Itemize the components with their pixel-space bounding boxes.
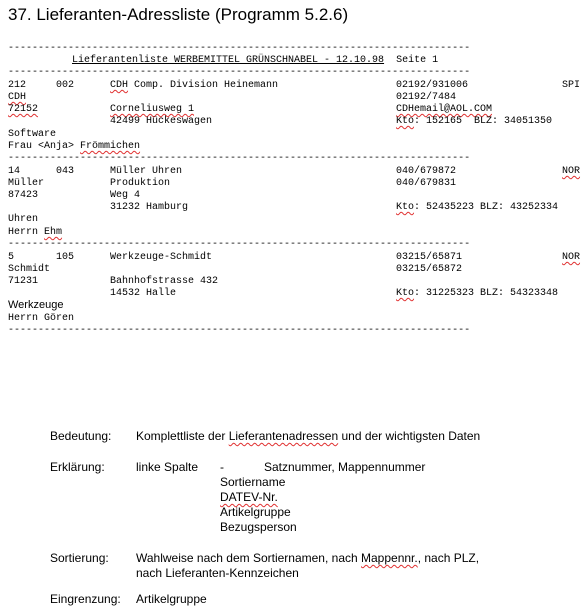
erklaerung-column: linke Spalte <box>136 460 199 474</box>
record-satznr: 14 <box>8 166 21 177</box>
record-blz: BLZ: 43252334 <box>480 202 559 213</box>
rule: ----------------------------------------------------------------------------- <box>8 153 471 164</box>
record-name2: Bahnhofstrasse 432 <box>110 276 219 287</box>
record-tel1: 02192/931006 <box>396 80 469 91</box>
record-name1: CDH Comp. Division Heinemann <box>110 80 279 91</box>
record-name2: Weg 4 <box>110 190 141 201</box>
record-satznr: 5 <box>8 252 15 263</box>
record-kto-label: Kto <box>396 116 415 127</box>
sortierung-text: Wahlweise nach dem Sortiernamen, nach Mappennr., nach PLZ, <box>136 551 480 565</box>
record-kto-label: Kto <box>396 202 415 213</box>
record-kto: : 31225323 <box>414 288 475 299</box>
record-name1: Werkzeuge-Schmidt <box>110 252 213 263</box>
record-person: Herrn Gören <box>8 313 75 324</box>
record-datev: 87423 <box>8 190 39 201</box>
sortierung-label: Sortierung: <box>50 551 109 565</box>
record-name3: 31232 Hamburg <box>110 202 189 213</box>
record-mappe: 043 <box>56 166 75 177</box>
record-name1: Müller Uhren <box>110 166 183 177</box>
record-person-name: Gören <box>44 313 75 324</box>
record-person-name: Ehm <box>44 227 63 238</box>
record-blz: BLZ: 34051350 <box>474 116 553 127</box>
page-title: 37. Lieferanten-Adressliste (Programm 5.2.6) <box>8 5 349 24</box>
record-kto-label: Kto <box>396 288 415 299</box>
sortierung-text-line2: nach Lieferanten-Kennzeichen <box>136 566 299 580</box>
record-sortname: Müller <box>8 178 45 189</box>
bedeutung-word: Lieferantenadressen <box>228 429 339 443</box>
record-tel2: 040/679831 <box>396 178 457 189</box>
rule: ----------------------------------------------------------------------------- <box>8 43 471 54</box>
rule: ----------------------------------------------------------------------------- <box>8 67 471 78</box>
record-tel1: 040/679872 <box>396 166 457 177</box>
record-blz: BLZ: 54323348 <box>480 288 559 299</box>
record-sortname: Schmidt <box>8 264 51 275</box>
record-mappe: 002 <box>56 80 75 91</box>
report-header <box>72 55 438 67</box>
record-kto: : 52435223 <box>414 202 475 213</box>
record-satznr: 212 <box>8 80 27 91</box>
record-person: Frau <Anja> Frömmichen <box>8 141 141 152</box>
rule: ----------------------------------------------------------------------------- <box>8 325 471 336</box>
erklaerung-item: Satznummer, Mappennummer <box>264 460 426 474</box>
record-sortname: CDH <box>8 92 27 103</box>
record-name3: 42499 Hückeswagen <box>110 116 213 127</box>
erklaerung-item: Sortiername <box>220 475 286 489</box>
record-code: NOR <box>562 166 581 177</box>
record-code: NOR <box>562 252 581 263</box>
record-tel3: CDHemail@AOL.COM <box>396 104 493 115</box>
erklaerung-item: Bezugsperson <box>220 520 297 534</box>
record-tel1: 03215/65871 <box>396 252 463 263</box>
report-header-text: Lieferantenliste WERBEMITTEL GRÜNSCHNABEL - 12.10.98 <box>72 55 385 66</box>
record-artikel: Werkzeuge <box>8 299 64 311</box>
erklaerung-label: Erklärung: <box>50 460 105 474</box>
bedeutung-label: Bedeutung: <box>50 429 112 443</box>
bedeutung-text: Komplettliste der Lieferantenadressen und der wichtigsten Daten <box>136 429 481 443</box>
sortierung-word: Mappennr. <box>361 551 418 565</box>
eingrenzung-value: Artikelgruppe <box>136 592 207 606</box>
record-artikel: Uhren <box>8 214 39 225</box>
erklaerung-item: Artikelgruppe <box>220 505 291 519</box>
record-bank <box>396 288 558 300</box>
record-datev: 72152 <box>8 104 39 115</box>
record-name1b: Produktion <box>110 178 171 189</box>
record-mappe: 105 <box>56 252 75 263</box>
record-name3: 14532 Halle <box>110 288 177 299</box>
record-person: Herrn Ehm <box>8 227 63 238</box>
record-datev: 71231 <box>8 276 39 287</box>
erklaerung-item: DATEV-Nr. <box>220 490 278 504</box>
erklaerung-dash: - <box>220 460 224 474</box>
record-person-name: Frömmichen <box>80 141 141 152</box>
record-kto: : 152165 <box>414 116 463 127</box>
record-bank <box>396 202 558 214</box>
record-name2: Corneliusweg 1 <box>110 104 195 115</box>
record-code: SPI <box>562 80 581 91</box>
eingrenzung-label: Eingrenzung: <box>50 592 121 606</box>
report-page: Seite 1 <box>396 55 439 66</box>
record-bank <box>396 116 552 128</box>
record-tel2: 03215/65872 <box>396 264 463 275</box>
record-tel2: 02192/7484 <box>396 92 457 103</box>
rule: ----------------------------------------------------------------------------- <box>8 239 471 250</box>
record-name-cdh: CDH <box>110 80 129 91</box>
record-artikel: Software <box>8 129 57 140</box>
